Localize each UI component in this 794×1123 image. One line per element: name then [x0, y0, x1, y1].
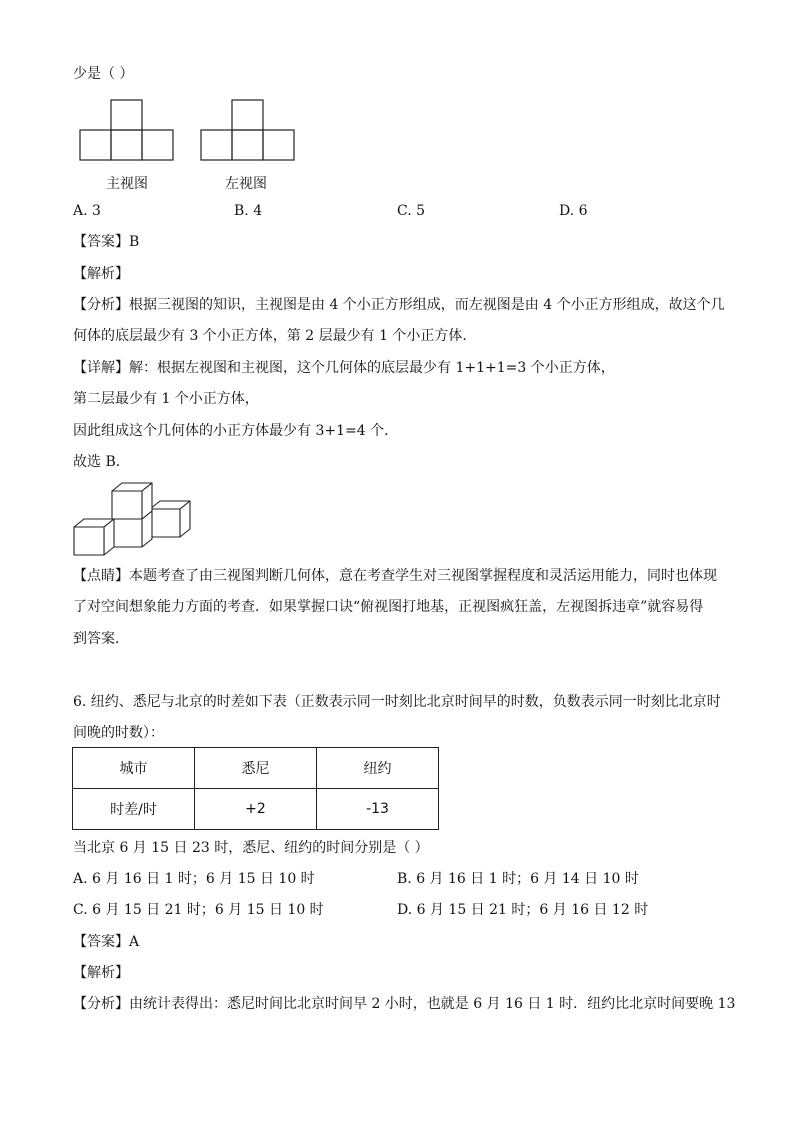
q5-analysis-heading: 【解析】	[73, 266, 129, 282]
q6-answer: 【答案】A	[73, 934, 140, 950]
left-view-drawing	[201, 100, 294, 160]
q5-analysis-line-1: 【分析】根据三视图的知识，主视图是由 4 个小正方形组成，而左视图是由 4 个小正方形组成，故这个几	[73, 297, 725, 313]
q6-stem-line-2: 间晚的时数）：	[73, 725, 164, 741]
front-view-label: 主视图	[106, 176, 148, 192]
q5-option-d: D. 6	[559, 203, 588, 219]
table-header-cell: 悉尼	[195, 748, 317, 789]
q5-detail-line-2: 第二层最少有 1 个小正方体，	[73, 391, 259, 407]
left-view-label: 左视图	[225, 176, 267, 192]
q5-comment-line-1: 【点睛】本题考查了由三视图判断几何体，意在考查学生对三视图掌握程度和灵活运用能力，同时也体现	[73, 568, 717, 584]
q5-detail-line-1: 【详解】解：根据左视图和主视图，这个几何体的底层最少有 1+1+1=3 个小正方体，	[73, 360, 615, 376]
cube-right	[150, 501, 190, 537]
q5-analysis-line-2: 何体的底层最少有 3 个小正方体，第 2 层最少有 1 个小正方体．	[73, 328, 477, 344]
q5-option-a: A. 3	[73, 203, 101, 219]
table-header-cell: 城市	[73, 748, 195, 789]
cube-stack-figure	[72, 481, 194, 559]
q5-stem-tail: 少是（ ）	[73, 66, 134, 82]
table-cell: -13	[317, 789, 439, 830]
q5-detail-line-3: 因此组成这个几何体的小正方体最少有 3+1=4 个．	[73, 423, 399, 439]
table-cell: 时差/时	[73, 789, 195, 830]
q5-comment-line-3: 到答案．	[73, 631, 129, 647]
q6-stem-line-1: 6. 纽约、悉尼与北京的时差如下表（正数表示同一时刻比北京时间早的时数，负数表示同一时刻比北京时	[73, 694, 721, 710]
time-difference-table	[72, 747, 439, 830]
cube-left	[74, 519, 114, 555]
three-view-figure	[78, 98, 308, 168]
q5-option-c: C. 5	[397, 203, 426, 219]
table-row	[73, 789, 439, 830]
q6-option-c: C. 6 月 15 日 21 时；6 月 15 日 10 时	[73, 902, 324, 918]
q5-option-b: B. 4	[234, 203, 263, 219]
table-row	[73, 748, 439, 789]
q6-question: 当北京 6 月 15 日 23 时，悉尼、纽约的时间分别是（ ）	[73, 840, 429, 856]
q5-detail-line-4: 故选 B．	[73, 454, 130, 470]
front-view-drawing	[80, 100, 173, 160]
q6-analysis-heading: 【解析】	[73, 965, 129, 981]
cube-top	[112, 483, 152, 519]
q6-analysis-line-1: 【分析】由统计表得出：悉尼时间比北京时间早 2 小时，也就是 6 月 16 日 1 时．纽约比北京时间要晚 13	[73, 996, 736, 1012]
q6-option-a: A. 6 月 16 日 1 时；6 月 15 日 10 时	[73, 871, 315, 887]
q6-option-b: B. 6 月 16 日 1 时；6 月 14 日 10 时	[397, 871, 639, 887]
table-cell: +2	[195, 789, 317, 830]
q5-comment-line-2: 了对空间想象能力方面的考查．如果掌握口诀“俯视图打地基，正视图疯狂盖，左视图拆违章”就容易得	[73, 599, 704, 615]
q6-option-d: D. 6 月 15 日 21 时；6 月 16 日 12 时	[397, 902, 649, 918]
table-header-cell: 纽约	[317, 748, 439, 789]
q5-answer: 【答案】B	[73, 234, 140, 250]
